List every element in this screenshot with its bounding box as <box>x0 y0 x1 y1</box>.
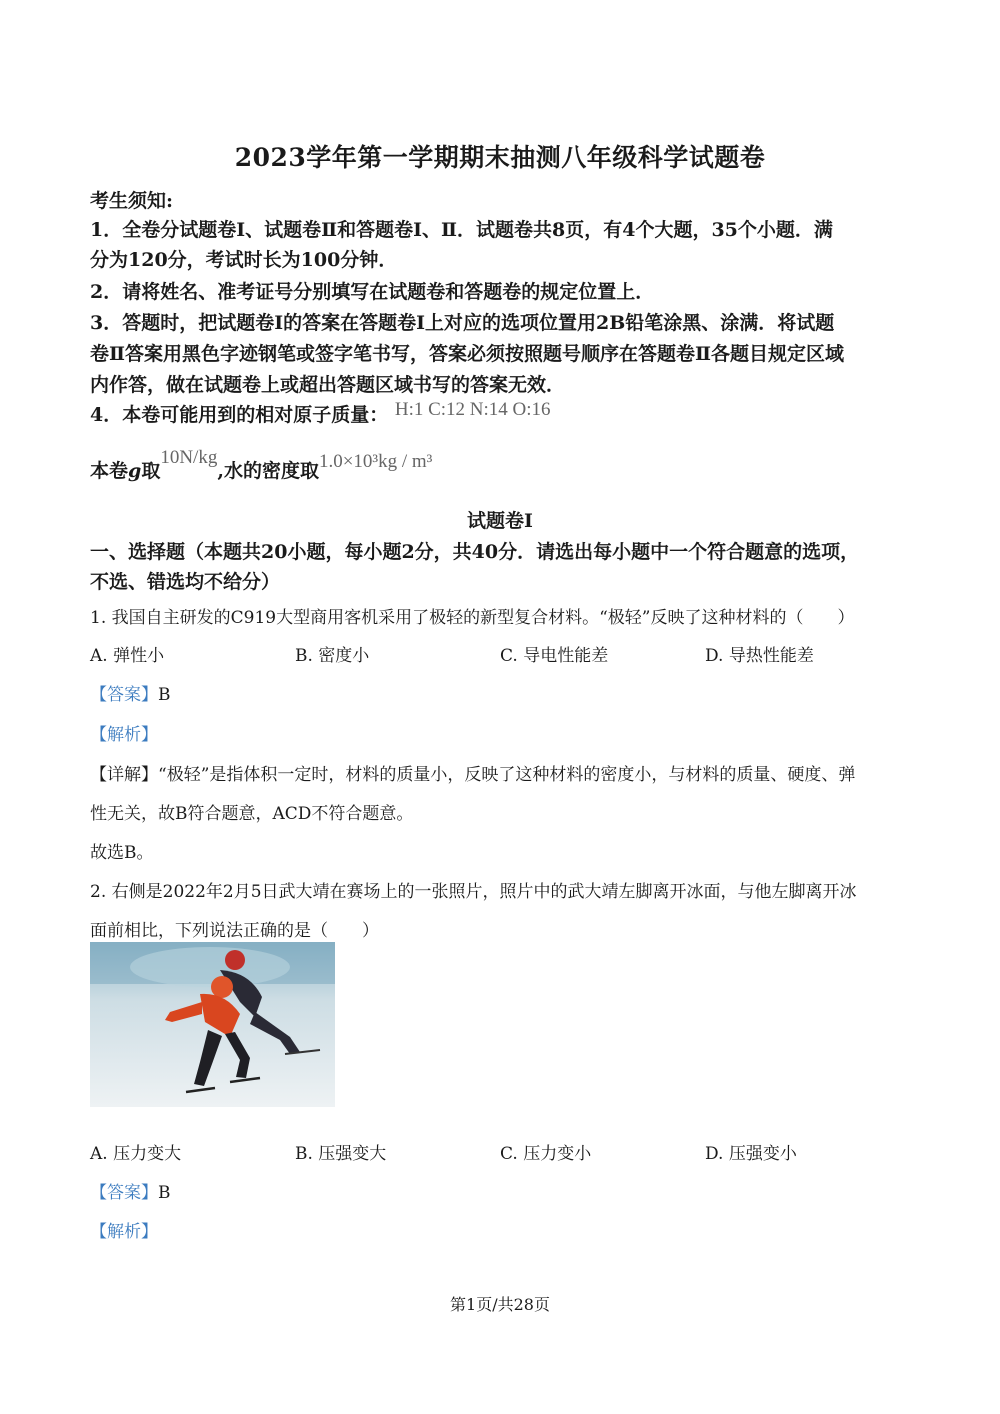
g-value: 10N/kg <box>160 447 218 468</box>
g-label-a: 本卷 <box>90 460 129 482</box>
atomic-mass-label: 4．本卷可能用到的相对原子质量： <box>90 404 389 426</box>
notice-line-1b: 分为120分，考试时长为100分钟． <box>90 249 398 271</box>
notice-heading: 考生须知: <box>90 190 174 212</box>
speed-skating-illustration <box>90 942 335 1107</box>
page-title: 2023学年第一学期期末抽测八年级科学试题卷 <box>234 143 766 172</box>
q1-answer-label: 【答案】 <box>90 685 158 705</box>
q2-stem-b: 面前相比，下列说法正确的是（ ） <box>90 921 379 941</box>
q1-stem: 1. 我国自主研发的C919大型商用客机采用了极轻的新型复合材料。“极轻”反映了这种材料的（ ） <box>90 608 855 628</box>
notice-line-2: 2．请将姓名、准考证号分别填写在试题卷和答题卷的规定位置上． <box>90 281 655 303</box>
q2-option-a: A. 压力变大 <box>90 1144 182 1164</box>
q1-option-b: B. 密度小 <box>295 646 370 666</box>
q2-analysis-label: 【解析】 <box>90 1222 158 1242</box>
atomic-mass-values: H:1 C:12 N:14 O:16 <box>394 399 551 420</box>
q1-option-a: A. 弹性小 <box>90 646 165 666</box>
q2-answer-label: 【答案】 <box>90 1183 158 1203</box>
part1-heading-a: 一、选择题（本题共20小题，每小题2分，共40分．请选出每小题中一个符合题意的选项， <box>90 541 860 563</box>
speed-skating-photo <box>90 942 335 1107</box>
q1-answer-value: B <box>158 685 171 705</box>
density-value: 1.0×10³kg / m³ <box>318 451 433 472</box>
g-symbol: g <box>128 460 142 482</box>
q1-detail-label: 【详解】 <box>90 765 158 785</box>
notice-line-5 <box>90 447 433 483</box>
q1-detail-text-a: “极轻”是指体积一定时，材料的质量小，反映了这种材料的密度小，与材料的质量、硬度、弹 <box>158 765 856 785</box>
q1-detail-a <box>90 760 855 785</box>
notice-line-3c: 内作答，做在试题卷上或超出答题区域书写的答案无效． <box>90 374 566 396</box>
q1-analysis-label: 【解析】 <box>90 725 158 745</box>
q2-answer-value: B <box>158 1183 171 1203</box>
notice-line-4 <box>90 400 551 427</box>
q1-answer <box>90 680 171 705</box>
part1-heading-b: 不选、错选均不给分） <box>90 571 281 593</box>
notice-line-3a: 3．答题时，把试题卷Ⅰ的答案在答题卷Ⅰ上对应的选项位置用2B铅笔涂黑、涂满．将试题 <box>90 312 835 334</box>
notice-line-1a: 1．全卷分试题卷Ⅰ、试题卷Ⅱ和答题卷Ⅰ、Ⅱ．试题卷共8页，有4个大题，35个小题．满 <box>90 219 833 241</box>
q1-detail-b: 性无关，故B符合题意，ACD不符合题意。 <box>90 804 414 824</box>
q1-option-d: D. 导热性能差 <box>705 646 814 666</box>
q2-answer <box>90 1178 171 1203</box>
page-footer: 第1页/共28页 <box>450 1295 550 1314</box>
q1-option-c: C. 导电性能差 <box>500 646 609 666</box>
q2-option-d: D. 压强变小 <box>705 1144 797 1164</box>
q2-option-c: C. 压力变小 <box>500 1144 592 1164</box>
g-label-b: 取 <box>141 460 161 482</box>
density-label: ,水的密度取 <box>217 460 319 482</box>
notice-line-3b: 卷Ⅱ答案用黑色字迹钢笔或签字笔书写，答案必须按照题号顺序在答题卷Ⅱ各题目规定区域 <box>90 343 845 365</box>
q2-stem-a: 2. 右侧是2022年2月5日武大靖在赛场上的一张照片，照片中的武大靖左脚离开冰面，与他左脚离开冰 <box>90 882 857 902</box>
section-title: 试题卷Ⅰ <box>467 510 533 532</box>
q2-option-b: B. 压强变大 <box>295 1144 387 1164</box>
q1-conclusion: 故选B。 <box>90 843 154 863</box>
